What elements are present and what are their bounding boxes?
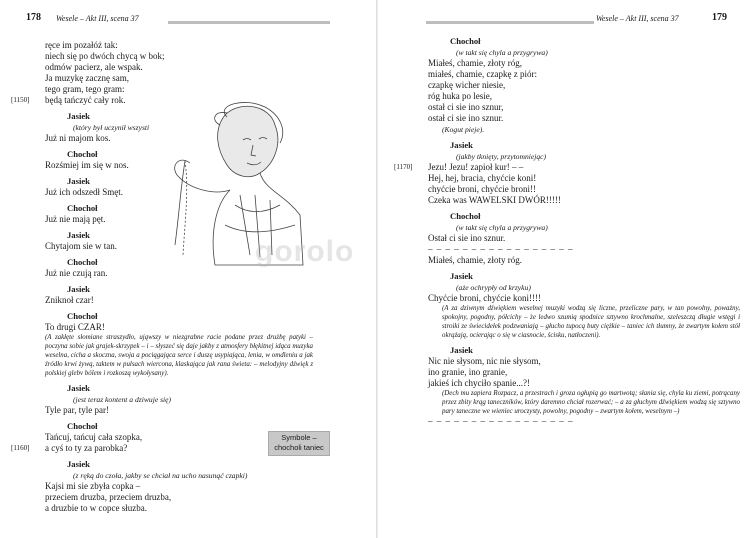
dash-separator: – – – – – – – – – – – – – – – – –	[428, 416, 574, 426]
verse-line: Nic nie słysom, nic nie słysom,	[428, 356, 541, 366]
verse-line: Zniknoł czar!	[45, 295, 94, 305]
verse-line: chyćcie broni, chyćcie broni!!	[428, 184, 536, 194]
speaker-name: Jasiek	[67, 383, 90, 393]
verse-line: jakieś ich chyciło spanie...?!	[428, 378, 530, 388]
speaker-name: Jasiek	[67, 176, 90, 186]
speaker-name: Jasiek	[450, 345, 473, 355]
verse-line: Miałeś, chamie, złoty róg,	[428, 58, 522, 68]
verse-line: To drugi CZAR!	[45, 322, 105, 332]
speaker-name: Jasiek	[67, 284, 90, 294]
verse-line: będą tańczyć cały rok.	[45, 95, 126, 105]
page-number-right: 179	[712, 12, 727, 23]
header-rule-right	[426, 21, 594, 24]
header-rule-left	[168, 21, 330, 24]
stage-direction: (Dech mu zapiera Rozpacz, a przestrach i groza ogłupią go martwotą; słania się, chyla ku ziemi, potrącany przez zbity krąg taneczników, który daremno chciał rozerwać; – a za głuchym dźwiękiem wodzą się sztywno pary taneczne we wieniec uroczysty, powolny, pogodny – zwartym kołem, weselnym –)	[442, 390, 740, 415]
verse-line: ostał ci sie ino sznur,	[428, 102, 504, 112]
speaker-name: Chochoł	[67, 311, 98, 321]
stage-direction: (z ręką do czoła, jakby se chciał na ucho nasunąć czapki)	[73, 471, 248, 480]
stage-direction: (A zakłęte słomiane straszydło, ująwszy w niezgrabne racie podane przez drużbę patyki – poczyna sobie jak grajek-skrzypek – i – słyszeć się daje jakby z atmosfery błękitnej idąca muzyka weselna, cicha a skoczna, swoja a pociągająca serce i duszę usypiająca, lenia, w omdleniu a jak źródło krwi żywą, taktem w pulsach wiercona, klaskająca jak rana świeta: – melodyjny dźwięk z polskiej glebv bólem i rozkoszą wykołysany).	[45, 334, 313, 377]
speaker-name: Chochoł	[67, 257, 98, 267]
verse-line: Tyle par, tyle par!	[45, 405, 109, 415]
stage-direction: (Kogut pieje).	[442, 125, 485, 134]
verse-line: a druzbie to w copce słuzba.	[45, 503, 147, 513]
speaker-name: Jasiek	[67, 459, 90, 469]
stage-direction: (A za dziwnym dźwiękiem weselnej muzyki wodzą się liczne, przeliczne pary, w tan powolny, poważny, spokojny, pogodny, półcichy – że ledwo szumią spodnice sztywno krochmalne, szeleszczą długie wstęgi i stroiki ze świecidełek podzwaniają – głucho tupocą buty ciężkie – taniec ich tłumny, że zwartym kołem stół okrążają, ocierając o się w ciasnocie, ścisku, natłoczeni).	[442, 305, 740, 339]
verse-line: ino granie, ino granie,	[428, 367, 508, 377]
verse-line: Miałeś, chamie, złoty róg.	[428, 255, 522, 265]
speaker-name: Jasiek	[450, 140, 473, 150]
running-head-left: Wesele – Akt III, scena 37	[56, 14, 139, 23]
speaker-name: Jasiek	[67, 230, 90, 240]
verse-line: róg huka po lesie,	[428, 91, 492, 101]
right-text-column	[394, 36, 740, 427]
stage-direction: (który był uczynił wszysti	[73, 123, 150, 132]
speaker-name: Chochoł	[67, 203, 98, 213]
verse-line: ręce im pozałóż tak:	[45, 40, 118, 50]
verse-line: Chytajom sie w tan.	[45, 241, 117, 251]
speaker-name: Chochoł	[67, 421, 98, 431]
speaker-name: Jasiek	[450, 271, 473, 281]
line-number: [1150]	[11, 96, 30, 104]
stage-direction: (w takt się chyla a przygrywa)	[456, 48, 548, 57]
right-page	[378, 0, 755, 538]
speaker-name: Chochoł	[450, 211, 481, 221]
verse-line: czapkę wicher niesie,	[428, 80, 506, 90]
verse-line: niech się po dwóch chycą w bok;	[45, 51, 165, 61]
line-number: [1160]	[11, 444, 30, 452]
stage-direction: (aże ochrypły od krzyku)	[456, 283, 531, 292]
verse-line: a cyś to ty za parobka?	[45, 443, 128, 453]
stage-direction: (w takt się chyla a przygrywa)	[456, 223, 548, 232]
speaker-name: Chochoł	[67, 149, 98, 159]
verse-line: miałeś, chamie, czapkę z piór:	[428, 69, 537, 79]
verse-line: Kajsi mi sie zbyła copka –	[45, 481, 141, 491]
verse-line: Już ich odszedł Smęt.	[45, 187, 123, 197]
running-head-right: Wesele – Akt III, scena 37	[596, 14, 679, 23]
left-page	[0, 0, 377, 538]
verse-line: Już ni majom kos.	[45, 133, 111, 143]
verse-line: Hej, hej, bracia, chyćcie koni!	[428, 173, 537, 183]
verse-line: odmów pacierz, ale wspak.	[45, 62, 143, 72]
verse-line: ostał ci sie ino sznur.	[428, 113, 504, 123]
verse-line: tego gram, tego gram:	[45, 84, 125, 94]
line-number: [1170]	[394, 163, 413, 171]
verse-line: Czeka was WAWELSKI DWÓR!!!!!	[428, 195, 561, 205]
margin-note-box: Symbole – chocholi taniec	[268, 431, 330, 456]
verse-line: Chyćcie broni, chyćcie koni!!!!	[428, 293, 541, 303]
verse-line: Ja muzykę zacznę sam,	[45, 73, 129, 83]
verse-line: przeciem druzba, przeciem druzba,	[45, 492, 172, 502]
verse-line: Ostał ci sie ino sznur.	[428, 233, 506, 243]
speaker-name: Jasiek	[67, 111, 90, 121]
verse-line: Jezu! Jezu! zapioł kur! – –	[428, 162, 524, 172]
page-number-left: 178	[26, 12, 41, 23]
speaker-name: Chochoł	[450, 36, 481, 46]
verse-line: Rozśmiej im się w nos.	[45, 160, 129, 170]
stage-direction: (jakby tknięty, przytomniejąc)	[456, 152, 547, 161]
verse-line: Tańcuj, tańcuj cała szopka,	[45, 432, 143, 442]
dash-separator: – – – – – – – – – – – – – – – – –	[428, 244, 574, 254]
verse-line: Już nie mają pęt.	[45, 214, 106, 224]
verse-line: Już nie czują ran.	[45, 268, 108, 278]
watermark: gorolo	[255, 235, 355, 268]
stage-direction: (jest teraz kontent a dziwuje się)	[73, 395, 172, 404]
